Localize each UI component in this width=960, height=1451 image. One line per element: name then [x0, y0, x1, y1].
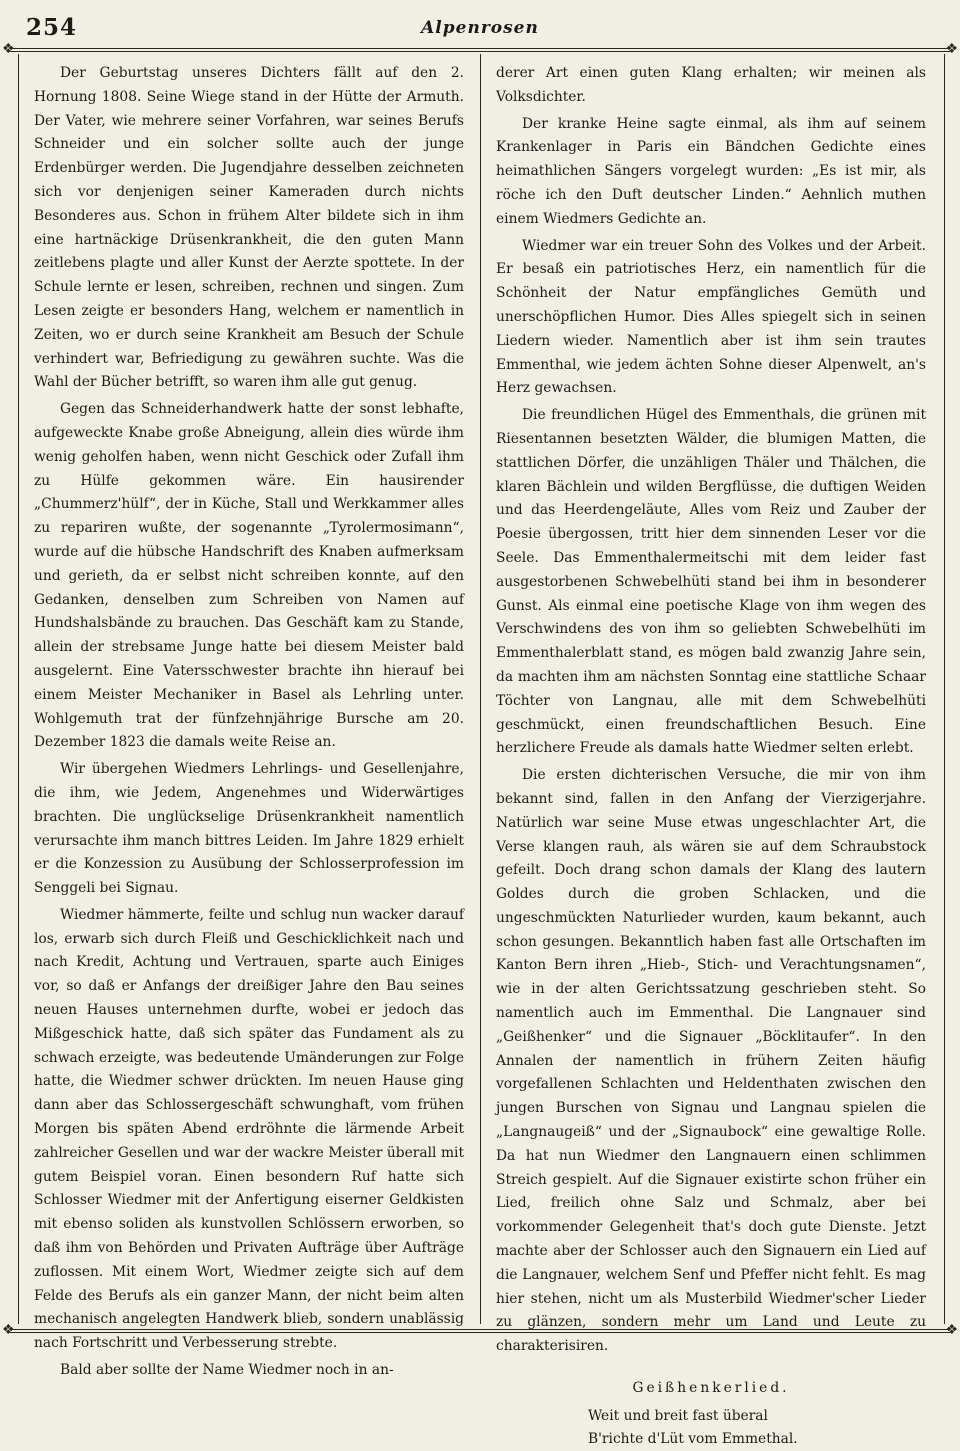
poem-line: Weit und breit fast überal: [588, 1407, 768, 1424]
poem-line: B'richte d'Lüt vom Emmethal.: [588, 1430, 798, 1447]
corner-ornament-icon: ❖: [2, 1322, 15, 1338]
paragraph: Gegen das Schneiderhandwerk hatte der sonst lebhafte, aufgeweckte Knabe große Abneigung, allein dies würde ihm wenig geholfen haben, wenn nicht Geschick oder Zufall ihm zu Hülfe gekommen wäre. Ein hausirender „Chummerz'hülf“, der in Küche, Stall und Werkkammer alles zu repariren wußte, der sogenannte „Tyrolermosimann“, wurde auf die hübsche Handschrift des Knaben aufmerksam und gerieth, da er selbst nicht schreiben konnte, auf den Gedanken, denselben zum Schreiben von Namen auf Hundshalsbände zu brauchen. Das Geschäft kam zu Stande, allein der strebsame Junge hatte bei diesem Meister bald ausgelernt. Eine Vatersschwester brachte ihn hierauf bei einem Meister Mechaniker in Basel als Lehrling unter. Wohlgemuth trat der fünfzehnjährige Bursche am 20. Dezember 1823 die damals weite Reise an.: [34, 401, 464, 751]
corner-ornament-icon: ❖: [2, 41, 15, 57]
right-border-rule: [944, 54, 945, 1324]
paragraph: Der kranke Heine sagte einmal, als ihm auf seinem Krankenlager in Paris ein Bändchen Gedichte eines heimathlichen Sängers vorgelegt wurden: „Es ist mir, als röche ich den Duft deutscher Linden.“ Aehnlich muthen einem Wiedmers Gedichte an.: [496, 115, 926, 227]
paragraph: Bald aber sollte der Name Wiedmer noch in an-: [60, 1362, 394, 1379]
corner-ornament-icon: ❖: [945, 41, 958, 57]
paragraph: Der Geburtstag unseres Dichters fällt auf den 2. Hornung 1808. Seine Wiege stand in der Hütte der Armuth. Der Vater, wie mehrere seiner Vorfahren, war seines Berufs Schneider und ein solcher sollte auch der junge Erdenbürger werden. Die Jugendjahre desselben zeichneten sich vor denjenigen seiner Kameraden durch nichts Besonderes aus. Schon in frühem Alter bildete sich in ihm eine hartnäckige Drüsenkrankheit, die den guten Mann zeitlebens plagte und aller Kunst der Aerzte spottete. In der Schule lernte er lesen, schreiben, rechnen und singen. Zum Lesen zeigte er besonders Hang, welchem er namentlich in Zeiten, wo er durch seine Krankheit am Besuch der Schule verhindert war, Befriedigung zu gewähren suchte. Was die Wahl der Bücher betrifft, so waren ihm alle gut genug.: [34, 65, 464, 391]
right-column: [496, 62, 926, 1447]
paragraph: Wiedmer hämmerte, feilte und schlug nun wacker darauf los, erwarb sich durch Fleiß und Geschicklichkeit nach und nach Kredit, Achtung und Vertrauen, sparte auch Einiges vor, so daß er Anfangs der dreißiger Jahre den Bau seines neuen Hauses unternehmen durfte, wobei er jedoch das Mißgeschick hatte, daß sich später das Fundament als zu schwach erzeigte, was bedeutende Umänderungen zur Folge hatte, die Wiedmer schwer drückten. Im neuen Hause ging dann aber das Schlossergeschäft schwunghaft, vom frühen Morgen bis späten Abend erdröhnte die lärmende Arbeit zahlreicher Gesellen und war der wackre Meister überall mit gutem Beispiel voran. Einen besondern Ruf hatte sich Schlosser Wiedmer mit der Anfertigung eiserner Geldkisten mit ebenso soliden als kunstvollen Schlössern erworben, so daß ihm von Behörden und Privaten Aufträge über Aufträge zuflossen. Mit einem Wort, Wiedmer zeigte sich auf dem Felde des Berufs als ein ganzer Mann, der nicht beim alten mechanisch angelegten Handwerk blieb, sondern unablässig nach Fortschritt und Verbesserung strebte.: [34, 906, 464, 1352]
paragraph: Wiedmer war ein treuer Sohn des Volkes und der Arbeit. Er besaß ein patriotisches Herz, ein namentlich für die Schönheit der Natur empfängliches Gemüth und unerschöpflichen Humor. Dies Alles spiegelt sich in seinen Liedern wieder. Namentlich aber ist ihm sein trautes Emmenthal, wie jedem ächten Sohne dieser Alpenwelt, an's Herz gewachsen.: [496, 237, 926, 397]
running-title: Alpenrosen: [421, 18, 539, 38]
page-number: 254: [26, 14, 78, 41]
poem-title: Geißhenkerlied.: [632, 1380, 790, 1397]
column-divider: [480, 54, 481, 1324]
paragraph: derer Art einen guten Klang erhalten; wir meinen als Volksdichter.: [496, 65, 926, 105]
paragraph: Die freundlichen Hügel des Emmenthals, die grünen mit Riesentannen besetzten Wälder, die blumigen Matten, die stattlichen Dörfer, die unzähligen Thäler und Thälchen, die klaren Bächlein und wilden Bergflüsse, die duftigen Weiden und das Heerdengeläute, Alles vom Reiz und Zauber der Poesie übergossen, tritt hier dem sinnenden Leser vor die Seele. Das Emmenthalermeitschi mit dem leider fast ausgestorbenen Schwebelhüti stand bei ihm in besonderer Gunst. Als einmal eine poetische Klage von ihm wegen des Verschwindens des von ihm so geliebten Schwebelhüti im Emmenthalerblatt stand, es mögen bald zwanzig Jahre sein, da machten ihm am nächsten Sonntag eine stattliche Schaar Töchter von Langnau, alle mit dem Schwebelhüti geschmückt, einen freundschaftlichen Besuch. Eine herzlichere Freude als damals hatte Wiedmer selten erlebt.: [496, 407, 926, 757]
paragraph: Wir übergehen Wiedmers Lehrlings- und Gesellenjahre, die ihm, wie Jedem, Angenehmes und Widerwärtiges brachten. Die unglückselige Drüsenkrankheit namentlich verursachte ihm manch bittres Leiden. Im Jahre 1829 erhielt er die Konzession zu Ausübung der Schlosserprofession im Senggeli bei Signau.: [34, 761, 464, 897]
top-double-rule: [10, 48, 950, 52]
poem: [496, 1405, 926, 1451]
paragraph: Die ersten dichterischen Versuche, die mir von ihm bekannt sind, fallen in den Anfang der Vierzigerjahre. Natürlich war seine Muse etwas ungeschlachter Art, die Verse klangen rauh, als wären sie auf dem Schraubstock gefeilt. Doch drang schon damals der Klang des lautern Goldes durch die groben Schlacken, und die ungeschmückten Naturlieder wurden, kaum bekannt, auch schon gesungen. Bekanntlich haben fast alle Ortschaften im Kanton Bern ihren „Hieb-, Stich- und Verachtungsnamen“, wie in der alten Gerichtssatzung geschrieben steht. So namentlich auch im Emmenthal. Die Langnauer sind „Geißhenker“ und die Signauer „Böcklitaufer“. In den Annalen der namentlich in frühern Zeiten häufig vorgefallenen Schlachten und Heldenthaten zwischen den jungen Burschen von Signau und Langnau spielen die „Langnaugeiß“ und der „Signaubock“ eine gewaltige Rolle. Da hat nun Wiedmer den Langnauern einen schlimmen Streich gespielt. Auf die Signauer existirte schon früher ein Lied, freilich ohne Salz und Schmalz, aber bei vorkommender Gelegenheit that's doch gute Dienste. Jetzt machte aber der Schlosser auch den Signauern ein Lied auf die Langnauer, welchem Senf und Pfeffer nicht fehlt. Es mag hier stehen, nicht um als Musterbild Wiedmer'scher Lieder zu glänzen, sondern mehr um Land und Leute zu charakterisiren.: [496, 767, 926, 1355]
corner-ornament-icon: ❖: [945, 1322, 958, 1338]
left-column: [34, 62, 464, 1379]
left-border-rule: [18, 54, 19, 1324]
page-header: [0, 0, 960, 48]
